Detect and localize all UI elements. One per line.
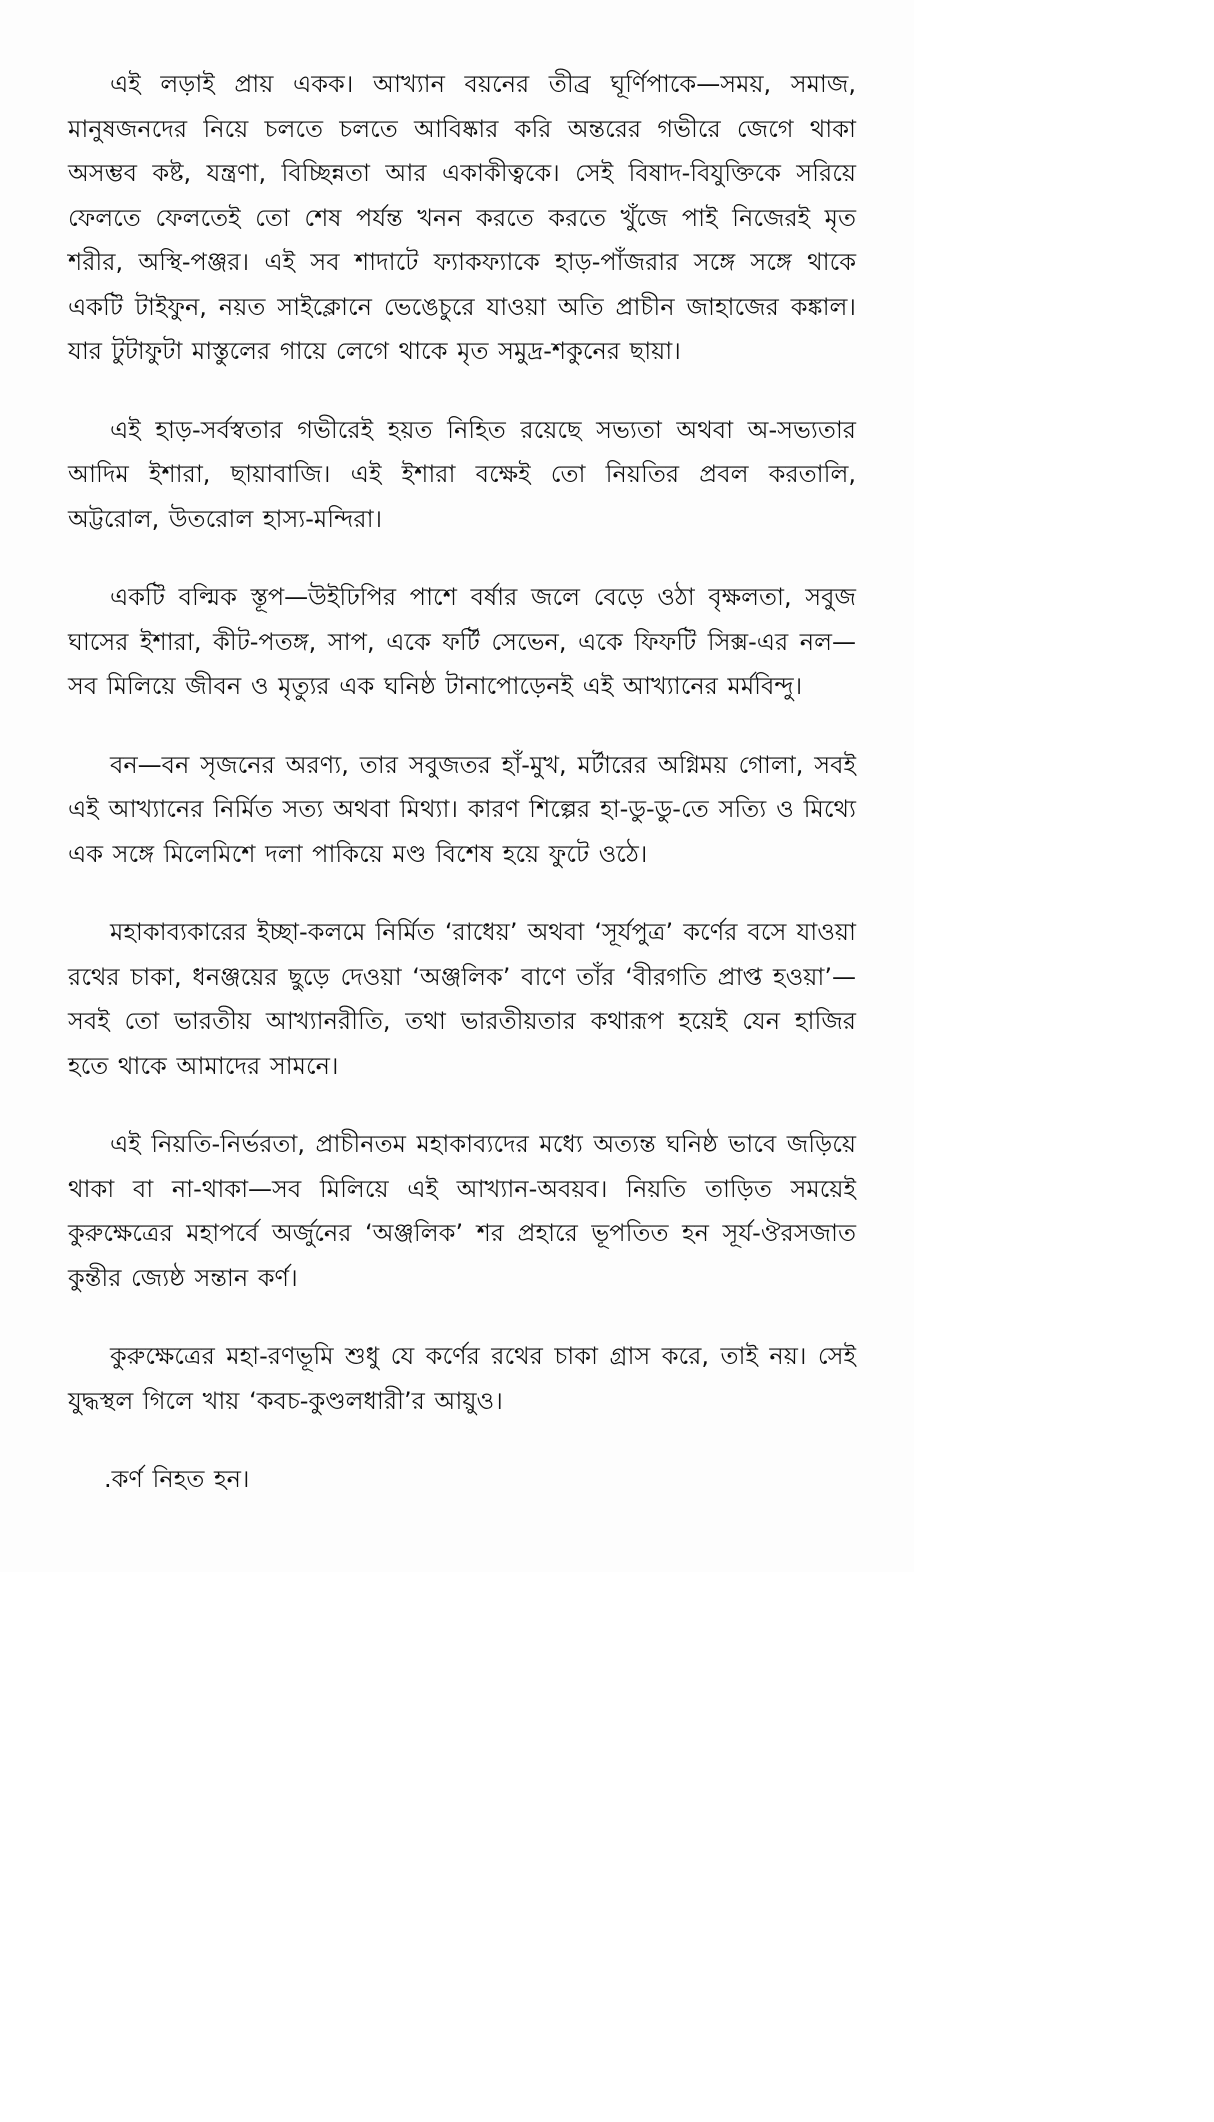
paragraph-4: বন—বন সৃজনের অরণ্য, তার সবুজতর হাঁ-মুখ, মর্টারের অগ্নিময় গোলা, সবই এই আখ্যানের নির্মিত সত্য অথবা মিথ্যা। কারণ শিল্পের হা-ডু-ডু-তে সত্যি ও মিথ্যে এক সঙ্গে মিলেমিশে দলা পাকিয়ে মণ্ড বিশেষ হয়ে ফুটে ওঠে। — [68, 750, 856, 868]
paragraph-3: একটি বল্মিক স্তূপ—উইঢিপির পাশে বর্ষার জলে বেড়ে ওঠা বৃক্ষলতা, সবুজ ঘাসের ইশারা, কীট-পতঙ্গ, সাপ, একে ফর্টি সেভেন, একে ফিফটি সিক্স-এর নল—সব মিলিয়ে জীবন ও মৃত্যুর এক ঘনিষ্ঠ টানাপোড়েনই এই আখ্যানের মর্মবিন্দু। — [68, 583, 856, 700]
paragraph-1: এই লড়াই প্রায় একক। আখ্যান বয়নের তীব্র ঘূর্ণিপাকে—সময়, সমাজ, মানুষজনদের নিয়ে চলতে চলতে আবিষ্কার করি অন্তরের গভীরে জেগে থাকা অসম্ভব কষ্ট, যন্ত্রণা, বিচ্ছিন্নতা আর একাকীত্বকে। সেই বিষাদ-বিযুক্তিকে সরিয়ে ফেলতে ফেলতেই তো শেষ পর্যন্ত খনন করতে করতে খুঁজে পাই নিজেরই মৃত শরীর, অস্থি-পঞ্জর। এই সব শাদাটে ফ্যাকফ্যাকে হাড়-পাঁজরার সঙ্গে সঙ্গে থাকে একটি টাইফুন, নয়ত সাইক্লোনে ভেঙেচুরে যাওয়া অতি প্রাচীন জাহাজের কঙ্কাল। যার টুটাফুটা মাস্তুলের গায়ে লেগে থাকে মৃত সমুদ্র-শকুনের ছায়া। — [68, 70, 856, 365]
paragraph-2: এই হাড়-সর্বস্বতার গভীরেই হয়ত নিহিত রয়েছে সভ্যতা অথবা অ-সভ্যতার আদিম ইশারা, ছায়াবাজি। এই ইশারা বক্ষেই তো নিয়তির প্রবল করতালি, অট্টরোল, উতরোল হাস্য-মন্দিরা। — [68, 415, 856, 533]
paragraph-8: .কর্ণ নিহত হন। — [104, 1465, 250, 1493]
paragraph-6: এই নিয়তি-নির্ভরতা, প্রাচীনতম মহাকাব্যদের মধ্যে অত্যন্ত ঘনিষ্ঠ ভাবে জড়িয়ে থাকা বা না-থাকা—সব মিলিয়ে এই আখ্যান-অবয়ব। নিয়তি তাড়িত সময়েই কুরুক্ষেত্রের মহাপর্বে অর্জুনের ‘অঞ্জলিক’ শর প্রহারে ভূপতিত হন সূর্য-ঔরসজাত কুন্তীর জ্যেষ্ঠ সন্তান কর্ণ। — [68, 1130, 856, 1292]
paragraph-5: মহাকাব্যকারের ইচ্ছা-কলমে নির্মিত ‘রাধেয়’ অথবা ‘সূর্যপুত্র’ কর্ণের বসে যাওয়া রথের চাকা, ধনঞ্জয়ের ছুড়ে দেওয়া ‘অঞ্জলিক’ বাণে তাঁর ‘বীরগতি প্রাপ্ত হওয়া’—সবই তো ভারতীয় আখ্যানরীতি, তথা ভারতীয়তার কথারূপ হয়েই যেন হাজির হতে থাকে আমাদের সামনে। — [68, 918, 856, 1080]
paragraph-7: কুরুক্ষেত্রের মহা-রণভূমি শুধু যে কর্ণের রথের চাকা গ্রাস করে, তাই নয়। সেই যুদ্ধস্থল গিলে খায় ‘কবচ-কুণ্ডলধারী’র আয়ুও। — [68, 1342, 856, 1415]
